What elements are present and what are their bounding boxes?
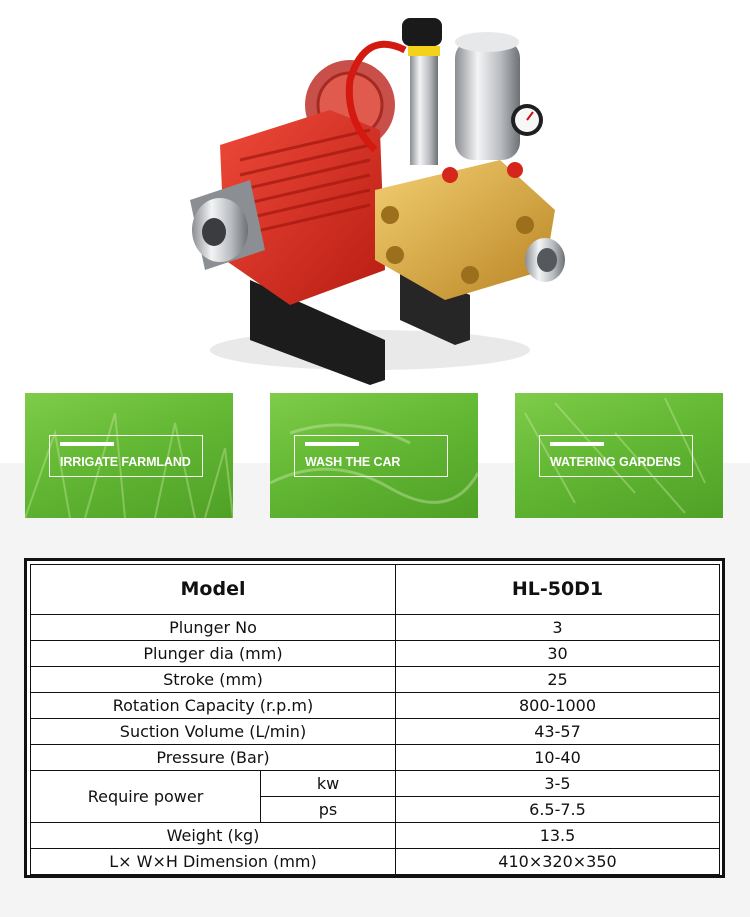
card-label: WATERING GARDENS — [550, 455, 681, 469]
usage-cards — [0, 393, 750, 519]
power-unit-ps: ps — [261, 797, 396, 823]
card-label: WASH THE CAR — [305, 455, 401, 469]
row-value: 410×320×350 — [396, 849, 720, 875]
table-row — [31, 745, 720, 771]
header-value: HL-50D1 — [396, 565, 720, 615]
table-row — [31, 641, 720, 667]
card-accent-bar — [550, 442, 604, 446]
row-value: 25 — [396, 667, 720, 693]
card-watering-gardens[interactable] — [515, 393, 723, 518]
table-row — [31, 667, 720, 693]
row-value: 10-40 — [396, 745, 720, 771]
card-wash-the-car[interactable] — [270, 393, 478, 518]
table-row — [31, 615, 720, 641]
row-value: 43-57 — [396, 719, 720, 745]
header-label: Model — [31, 565, 396, 615]
table-row — [31, 849, 720, 875]
power-label: Require power — [31, 771, 261, 823]
card-label-frame — [294, 435, 448, 477]
row-label: Plunger dia (mm) — [31, 641, 396, 667]
row-label: Rotation Capacity (r.p.m) — [31, 693, 396, 719]
table-row — [31, 693, 720, 719]
card-accent-bar — [60, 442, 114, 446]
card-accent-bar — [305, 442, 359, 446]
power-value-ps: 6.5-7.5 — [396, 797, 720, 823]
card-label: IRRIGATE FARMLAND — [60, 455, 191, 469]
row-label: Weight (kg) — [31, 823, 396, 849]
table-row — [31, 771, 720, 797]
table-header-row — [31, 565, 720, 615]
card-label-frame — [49, 435, 203, 477]
row-value: 30 — [396, 641, 720, 667]
row-label: Suction Volume (L/min) — [31, 719, 396, 745]
power-unit-kw: kw — [261, 771, 396, 797]
row-value: 3 — [396, 615, 720, 641]
table-row — [31, 719, 720, 745]
spec-table-frame — [24, 558, 725, 878]
row-label: L× W×H Dimension (mm) — [31, 849, 396, 875]
row-value: 13.5 — [396, 823, 720, 849]
row-label: Stroke (mm) — [31, 667, 396, 693]
card-label-frame — [539, 435, 693, 477]
spec-table — [30, 564, 720, 875]
table-row — [31, 823, 720, 849]
pump-product-image — [170, 10, 570, 390]
power-value-kw: 3-5 — [396, 771, 720, 797]
row-label: Pressure (Bar) — [31, 745, 396, 771]
row-label: Plunger No — [31, 615, 396, 641]
row-value: 800-1000 — [396, 693, 720, 719]
card-irrigate-farmland[interactable] — [25, 393, 233, 518]
